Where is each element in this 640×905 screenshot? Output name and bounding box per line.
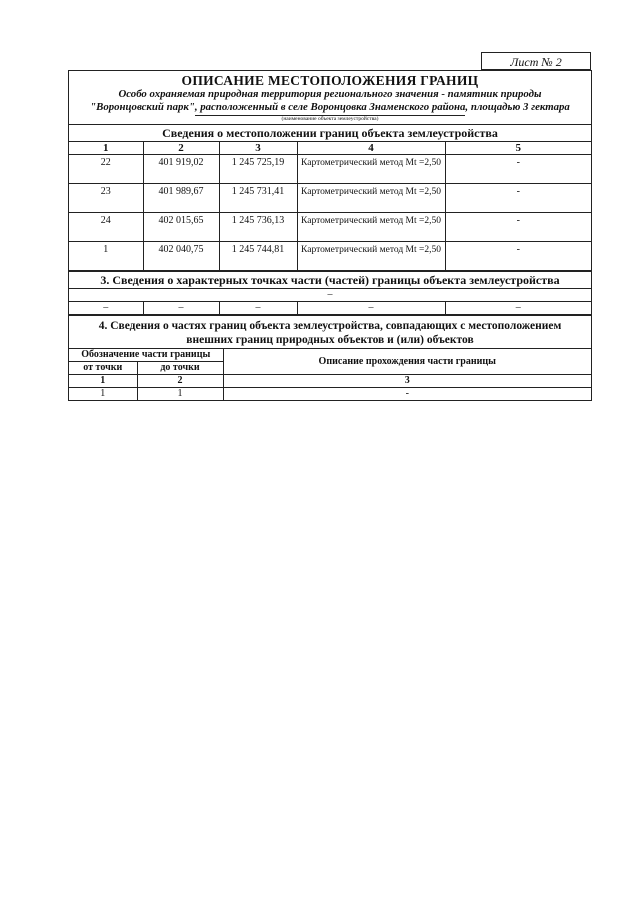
object-description-line-2: "Воронцовский парк", расположенный в селе Воронцовка Знаменского района, площадью 3 гектара	[90, 101, 570, 113]
table-row	[69, 155, 591, 184]
point-number: 22	[69, 155, 143, 184]
table-row	[69, 213, 591, 242]
part-designation-header: Обозначение части границы	[69, 349, 223, 362]
coordinates-header-row	[69, 142, 591, 155]
document-title: ОПИСАНИЕ МЕСТОПОЛОЖЕНИЯ ГРАНИЦ	[181, 73, 479, 88]
boundary-description-document	[68, 70, 592, 401]
coordinate-y: 1 245 731,41	[219, 184, 297, 213]
coordinate-y: 1 245 725,19	[219, 155, 297, 184]
passage-description: -	[223, 388, 591, 401]
coordinate-x: 402 015,65	[143, 213, 219, 242]
empty-cell: –	[69, 302, 143, 315]
method: Картометрический метод Mt =2,50	[297, 242, 445, 271]
boundary-parts-header-row	[69, 349, 591, 362]
column-number: 3	[223, 375, 591, 388]
description: -	[445, 184, 591, 213]
document-header	[69, 71, 591, 125]
point-number: 24	[69, 213, 143, 242]
description: -	[445, 242, 591, 271]
empty-cell: –	[69, 289, 591, 302]
coordinate-y: 1 245 736,13	[219, 213, 297, 242]
boundary-parts-table	[69, 349, 591, 400]
coordinate-y: 1 245 744,81	[219, 242, 297, 271]
to-point-header: до точки	[137, 362, 223, 375]
table-row	[69, 302, 591, 315]
coordinates-table	[69, 142, 591, 271]
section-2-title: Сведения о местоположении границ объекта землеустройства	[69, 125, 591, 142]
column-number: 4	[297, 142, 445, 155]
boundary-parts-number-row	[69, 375, 591, 388]
from-point: 1	[69, 388, 137, 401]
empty-cell: –	[445, 302, 591, 315]
section-4-title: 4. Сведения о частях границ объекта землеустройства, совпадающих с местоположением внешних границ природных объектов и (или) объектов	[69, 315, 591, 349]
point-number: 23	[69, 184, 143, 213]
empty-cell: –	[297, 302, 445, 315]
table-row	[69, 184, 591, 213]
coordinate-x: 401 989,67	[143, 184, 219, 213]
column-number: 3	[219, 142, 297, 155]
column-number: 1	[69, 375, 137, 388]
table-row	[69, 388, 591, 401]
to-point: 1	[137, 388, 223, 401]
empty-cell: –	[219, 302, 297, 315]
method: Картометрический метод Mt =2,50	[297, 184, 445, 213]
column-number: 2	[137, 375, 223, 388]
description: -	[445, 213, 591, 242]
method: Картометрический метод Mt =2,50	[297, 155, 445, 184]
point-number: 1	[69, 242, 143, 271]
sheet-number: Лист № 2	[481, 52, 591, 70]
column-number: 1	[69, 142, 143, 155]
column-number: 5	[445, 142, 591, 155]
description: -	[445, 155, 591, 184]
passage-description-header: Описание прохождения части границы	[223, 349, 591, 375]
object-name-caption: (наименование объекта землеустройства)	[195, 115, 465, 123]
section-3-title: 3. Сведения о характерных точках части (частей) границы объекта землеустройства	[69, 271, 591, 289]
part-points-table	[69, 289, 591, 315]
coordinate-x: 402 040,75	[143, 242, 219, 271]
from-point-header: от точки	[69, 362, 137, 375]
object-description-line-1: Особо охраняемая природная территория регионального значения - памятник природы	[118, 88, 542, 100]
empty-cell: –	[143, 302, 219, 315]
column-number: 2	[143, 142, 219, 155]
method: Картометрический метод Mt =2,50	[297, 213, 445, 242]
table-row	[69, 242, 591, 271]
table-row	[69, 289, 591, 302]
coordinate-x: 401 919,02	[143, 155, 219, 184]
